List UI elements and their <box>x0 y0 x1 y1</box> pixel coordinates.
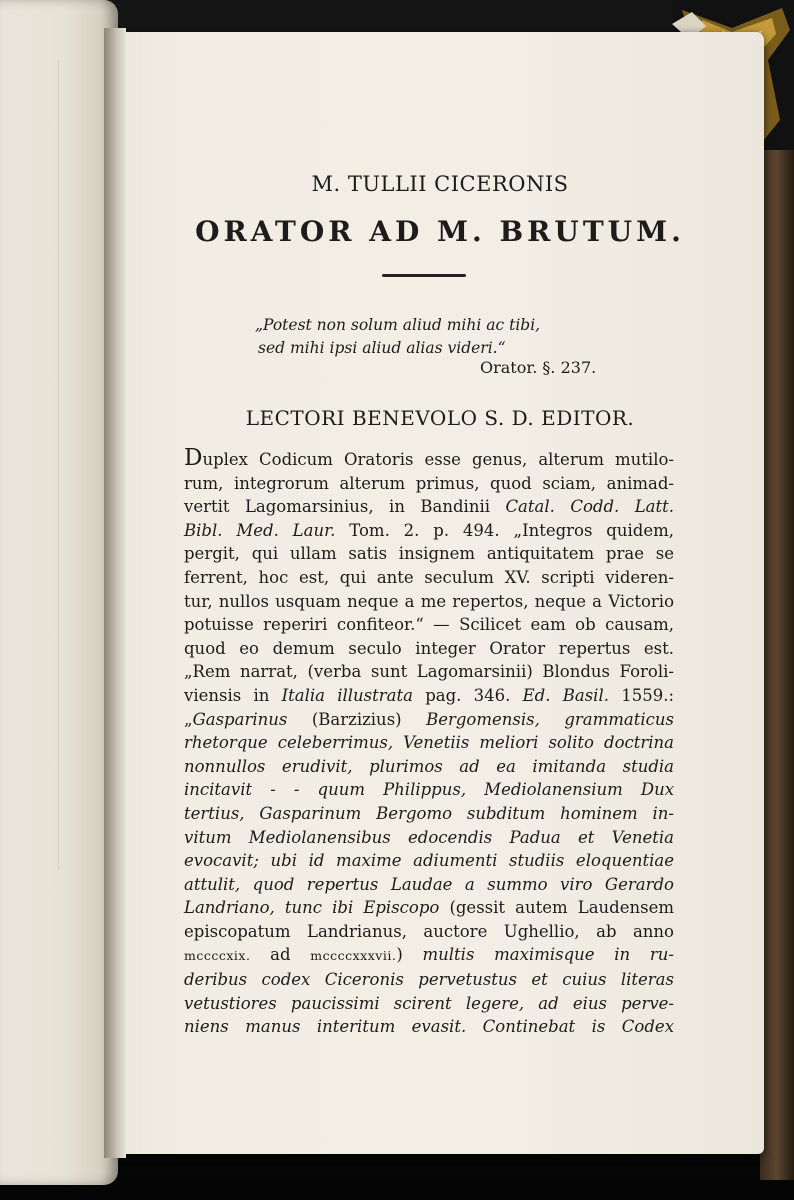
left-page-edge <box>0 0 118 1185</box>
section-heading: LECTORI BENEVOLO S. D. EDITOR. <box>245 406 635 430</box>
text-line: ferrent, hoc est, qui ante seculum XV. scripti videren- <box>184 567 674 587</box>
epigraph-line-2: sed mihi ipsi aliud alias videri.“ <box>258 339 506 357</box>
body-text <box>184 445 675 1039</box>
text-line: nonnullos erudivit, plurimos ad ea imitanda studia <box>184 756 674 776</box>
text-line: Duplex Codicum Oratoris esse genus, alterum mutilo- <box>184 445 674 471</box>
text-line: niens manus interitum evasit. Continebat is Codex <box>184 1017 674 1037</box>
text-line: mccccxix. ad mccccxxxvii.) multis maximisque in ru- <box>184 945 674 965</box>
epigraph-source: Orator. §. 237. <box>480 358 597 377</box>
book-page <box>116 32 764 1154</box>
author-heading: M. TULLII CICERONIS <box>311 172 569 196</box>
text-line: rum, integrorum alterum primus, quod sciam, animad- <box>184 473 674 493</box>
text-line: episcopatum Landrianus, auctore Ughellio, ab anno <box>184 921 674 941</box>
text-line: vitum Mediolanensibus edocendis Padua et Venetia <box>184 827 674 847</box>
text-line: pergit, qui ullam satis insignem antiquitatem prae se <box>184 544 674 564</box>
text-line: attulit, quod repertus Laudae a summo viro Gerardo <box>184 874 674 894</box>
book-binding <box>760 140 794 1180</box>
text-line: deribus codex Ciceronis pervetustus et cuius literas <box>184 970 674 990</box>
page-gutter <box>104 28 126 1158</box>
drop-cap: D <box>184 445 203 471</box>
text-line: vertit Lagomarsinius, in Bandinii Catal. Codd. Latt. <box>184 497 674 517</box>
left-page-margin <box>0 60 59 870</box>
epigraph <box>255 314 615 360</box>
text-line: incitavit - - quum Philippus, Mediolanensium Dux <box>184 780 674 800</box>
text-line: vetustiores paucissimi scirent legere, ad eius perve- <box>184 993 674 1013</box>
text-line: „Gasparinus (Barzizius) Bergomensis, grammaticus <box>184 709 675 729</box>
text-line: tur, nullos usquam neque a me repertos, neque a Victorio <box>184 591 674 611</box>
text-line: Landriano, tunc ibi Episcopo (gessit autem Laudensem <box>184 898 674 918</box>
title-divider <box>382 274 466 277</box>
text-line: quod eo demum seculo integer Orator repertus est. <box>184 638 674 658</box>
text-line: evocavit; ubi id maxime adiumenti studiis eloquentiae <box>184 851 674 871</box>
text-line: rhetorque celeberrimus, Venetiis meliori solito doctrina <box>184 733 674 753</box>
text-line: Bibl. Med. Laur. Tom. 2. p. 494. „Integros quidem, <box>184 520 674 540</box>
text-line: „Rem narrat, (verba sunt Lagomarsinii) Blondus Foroli- <box>184 662 674 682</box>
text-line: tertius, Gasparinum Bergomo subditum hominem in- <box>184 803 674 823</box>
page-title: ORATOR AD M. BRUTUM. <box>195 215 685 248</box>
epigraph-line-1: „Potest non solum aliud mihi ac tibi, <box>255 316 541 334</box>
text-line: potuisse reperiri confiteor.“ — Scilicet eam ob causam, <box>184 615 674 635</box>
text-line: viensis in Italia illustrata pag. 346. Ed. Basil. 1559.: <box>184 685 675 705</box>
